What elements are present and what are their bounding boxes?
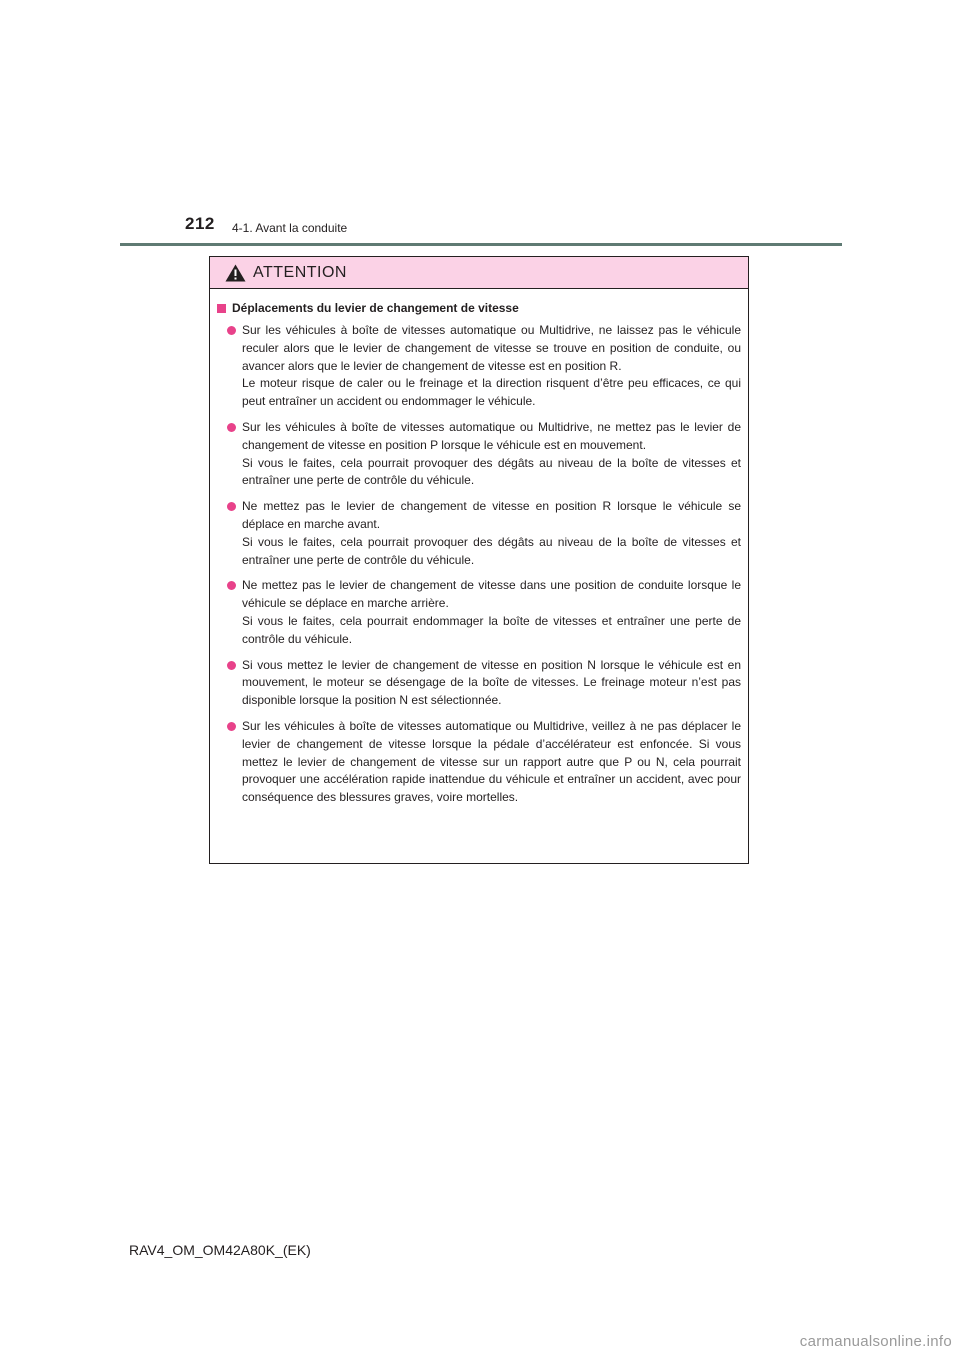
list-item	[217, 718, 741, 807]
bullet-dot-icon	[227, 661, 236, 670]
subsection-heading	[217, 300, 741, 317]
list-item	[217, 498, 741, 569]
watermark: carmanualsonline.info	[799, 1333, 952, 1350]
bullet-paragraph: Sur les véhicules à boîte de vitesses automatique ou Multidrive, veillez à ne pas déplacer le levier de changement de vitesse lorsque la pédale d’accélérateur est enfoncée. Si vous mettez le levier de changement de vitesse sur un rapport autre que P ou N, cela pourrait provoquer une accélération rapide inattendue du véhicule et entraîner un accident, avec pour conséquence des blessures graves, voire mortelles.	[242, 718, 741, 805]
bullet-paragraph: Sur les véhicules à boîte de vitesses automatique ou Multidrive, ne mettez pas le levier de changement de vitesse en position P lorsque le véhicule est en mouvement.	[242, 419, 741, 452]
square-bullet-icon	[217, 304, 226, 313]
header-rule	[120, 243, 842, 246]
bullet-dot-icon	[227, 326, 236, 335]
bullet-paragraph: Ne mettez pas le levier de changement de vitesse en position R lorsque le véhicule se déplace en marche avant.	[242, 499, 741, 531]
attention-body	[210, 289, 748, 807]
attention-header	[210, 257, 748, 289]
footer-model-code: RAV4_OM_OM42A80K_(EK)	[129, 1242, 311, 1258]
page-number: 212	[185, 214, 215, 233]
attention-box	[209, 256, 749, 864]
bullet-dot-icon	[227, 581, 236, 590]
bullet-paragraph: Ne mettez pas le levier de changement de vitesse dans une position de conduite lorsque le véhicule se déplace en marche arrière.	[242, 578, 741, 611]
bullet-paragraph: Si vous le faites, cela pourrait provoquer des dégâts au niveau de la boîte de vitesses et entraîner une perte de contrôle du véhicule.	[242, 455, 741, 488]
list-item	[217, 657, 741, 710]
bullet-paragraph: Le moteur risque de caler ou le freinage et la direction risquent d’être peu efficaces, ce qui peut entraîner un accident ou endommager le véhicule.	[242, 376, 741, 409]
subsection-title: Déplacements du levier de changement de vitesse	[232, 301, 519, 315]
bullet-dot-icon	[227, 722, 236, 731]
bullet-paragraph: Si vous mettez le levier de changement de vitesse en position N lorsque le véhicule est en mouvement, le moteur se désengage de la boîte de vitesses. Le freinage moteur n’est pas disponible lorsque la position N est sélectionnée.	[242, 657, 741, 708]
list-item	[217, 419, 741, 490]
warning-triangle-icon	[225, 264, 246, 282]
bullet-paragraph: Si vous le faites, cela pourrait provoquer des dégâts au niveau de la boîte de vitesses et entraîner une perte de contrôle du véhicule.	[242, 534, 741, 567]
list-item	[217, 322, 741, 411]
bullet-dot-icon	[227, 423, 236, 432]
section-title: 4-1. Avant la conduite	[232, 221, 348, 235]
attention-title: ATTENTION	[253, 263, 347, 281]
list-item	[217, 577, 741, 648]
bullet-paragraph: Si vous le faites, cela pourrait endommager la boîte de vitesses et entraîner une perte de contrôle du véhicule.	[242, 613, 741, 646]
bullet-dot-icon	[227, 502, 236, 511]
bullet-paragraph: Sur les véhicules à boîte de vitesses automatique ou Multidrive, ne laissez pas le véhicule reculer alors que le levier de changement de vitesse se trouve en position de conduite, ou avancer alors que le levier de changement de vitesse est en position R.	[242, 323, 741, 373]
